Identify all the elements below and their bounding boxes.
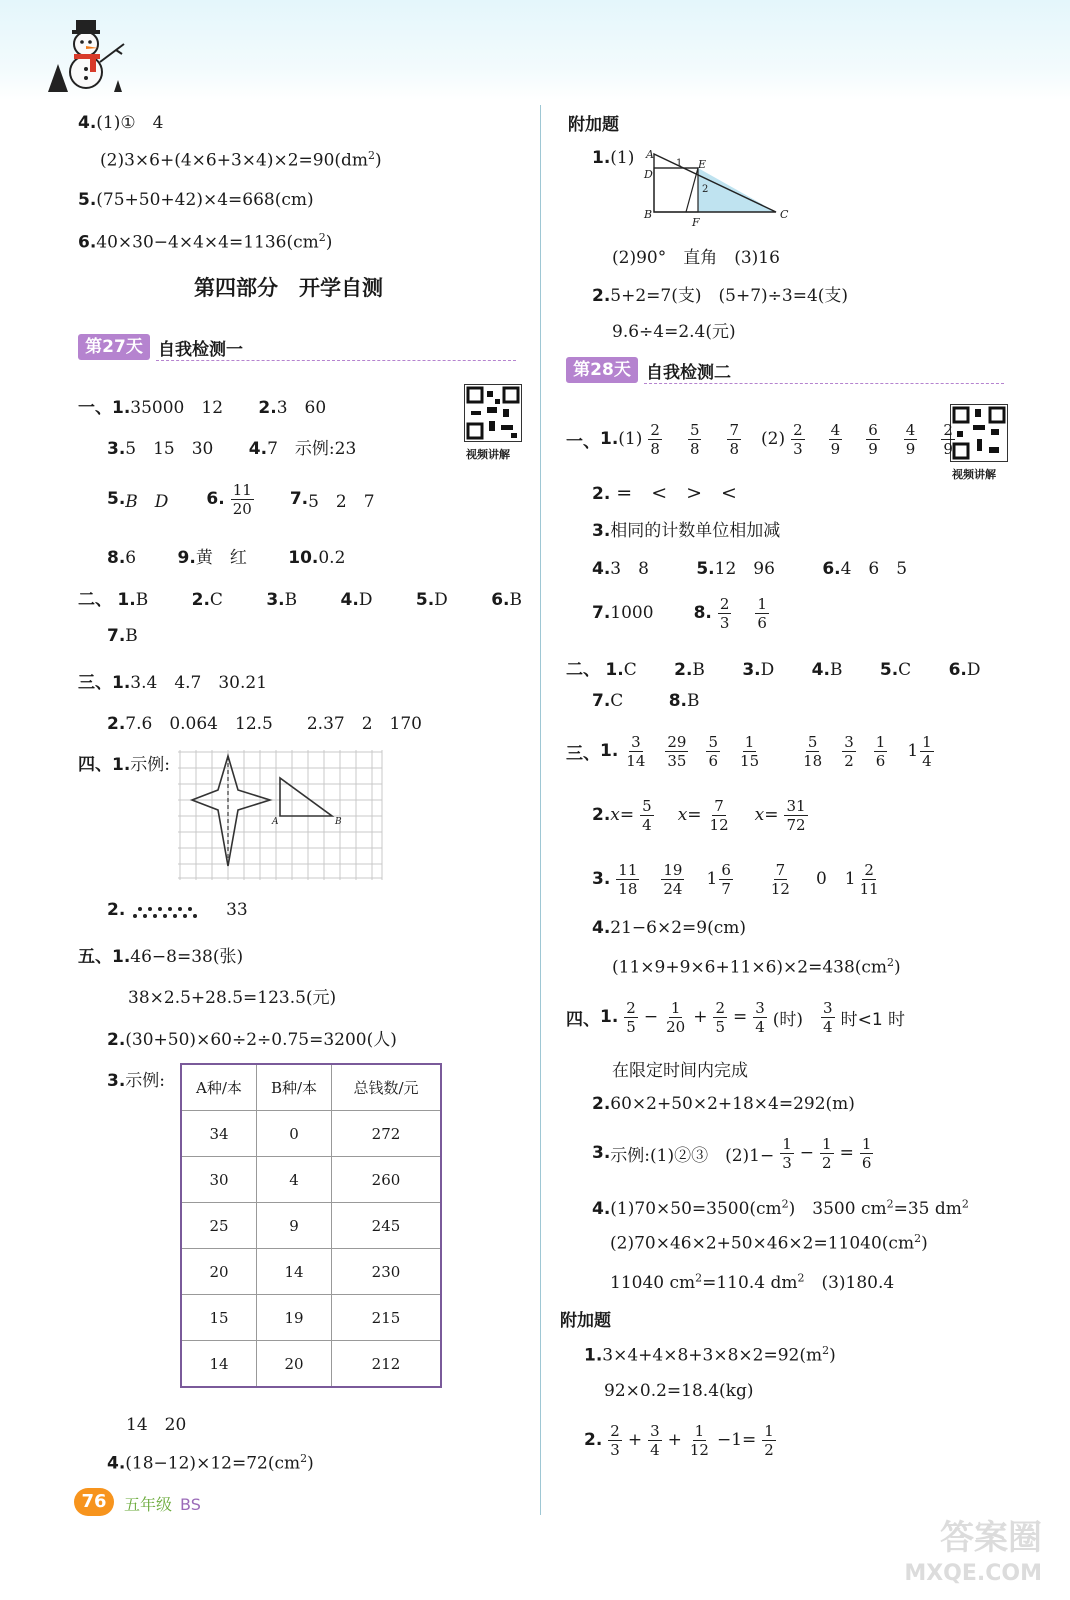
fraction: $\frac{29}{35}$: [667, 732, 687, 770]
fraction: $\frac{2}{3}$: [719, 594, 730, 632]
column-divider: [540, 105, 541, 1515]
s5-row4: $4.(18-12)\times 12=72(cm^2)$: [107, 1452, 314, 1474]
r-s1-row4: 4.3 8 5.12 96 6.4 6 5: [592, 559, 908, 579]
table-row: [181, 1295, 441, 1341]
fraction: $\frac{2}{5}$: [626, 998, 636, 1036]
qr-code-icon[interactable]: [464, 384, 522, 442]
fraction: $\frac{3}{4}$: [755, 998, 765, 1036]
table-row: [181, 1341, 441, 1388]
fraction: $\frac{11}{20}$: [232, 480, 252, 518]
fraction: $\frac{5}{6}$: [708, 732, 719, 770]
fraction: $\frac{7}{8}$: [729, 420, 740, 458]
r-s1-row3: 3.相同的计数单位相加减: [592, 521, 781, 541]
grid-figure: [178, 750, 384, 880]
r-s4-row1b: 在限定时间内完成: [612, 1061, 748, 1081]
r-s1-row5: 7. 1000 8. $\frac{2}{3}$ $\frac{1}{6}$: [592, 594, 767, 632]
fraction: $\frac{2}{3}$: [793, 420, 803, 458]
r-s4-row1: 四、 1. $\frac{2}{5}$ − $\frac{1}{20}$ + $\frac{2}{5}$ = $\frac{3}{4}$ (时) $\frac{3}{4}$ 时<1 时: [566, 998, 906, 1036]
label-a: A: [646, 148, 654, 161]
r-s4-row4b: $(2)70\times 46\times 2+50\times 46\times 2=11040(cm^2)$: [610, 1232, 928, 1254]
fraction: $\frac{1}{4}$: [922, 732, 932, 770]
label-b: B: [335, 817, 342, 827]
fraction: $\frac{2}{8}$: [650, 420, 660, 458]
table-cell: 20: [257, 1341, 332, 1388]
r-s4-row2: 2.60×2+50×2+18×4=292(m): [592, 1094, 855, 1114]
fraction: $\frac{5}{4}$: [642, 796, 652, 834]
fraction: $\frac{4}{9}$: [905, 420, 916, 458]
left-q6: $6.40\times 30-4\times 4\times 4=1136(cm^2)$: [78, 231, 333, 253]
r-s1-row1: 一、 1. (1) $\frac{2}{8}$ $\frac{5}{8}$ $\frac{7}{8}$ (2) $\frac{2}{3}$ $\frac{4}{9}$ $\frac{6}{9}$ $\frac{4}{9}$ $\frac{2}{9}$: [566, 420, 953, 458]
watermark: 答案圈 MXQE.COM: [904, 1518, 1042, 1586]
table-cell: 14: [257, 1249, 332, 1295]
fraction: $\frac{7}{12}$: [770, 860, 790, 898]
e2-line2: 9.6÷4=2.4(元): [612, 322, 736, 342]
fraction: $\frac{3}{4}$: [650, 1421, 660, 1459]
s5-row2: 2.(30+50)×60÷2÷0.75=3200(人): [107, 1030, 397, 1050]
label-b: B: [644, 208, 653, 221]
table-cell: 230: [332, 1249, 442, 1295]
fraction: $\frac{4}{9}$: [830, 420, 841, 458]
x1-line2: 92×0.2=18.4(kg): [604, 1381, 754, 1401]
e1-line1: 1.(1): [592, 148, 635, 168]
r-s3-row3: 3. $\frac{11}{18}$ $\frac{19}{24}$ 1 $\frac{6}{7}$ $\frac{7}{12}$ 0 1 $\frac{2}{11}$: [592, 860, 879, 898]
r-s4-row3: 3. 示例:(1)②③ (2)1− $\frac{1}{3}$ − $\frac{1}{2}$ = $\frac{1}{6}$: [592, 1134, 872, 1172]
s1-row1: 一、1.35000 12 2.3 60: [78, 398, 327, 418]
label-e: E: [698, 158, 707, 171]
triangle-figure: [640, 148, 800, 228]
table-header-row: [181, 1064, 441, 1111]
table-header: 总钱数/元: [332, 1064, 442, 1111]
day27-title: 自我检测一: [158, 340, 243, 360]
s4-row1: 四、1.示例:: [78, 755, 171, 775]
left-q4-line1: 4.(1)① 4: [78, 113, 164, 133]
s1-row4: 8.6 9.黄 红 10.0.2: [107, 548, 346, 568]
fraction: $\frac{31}{72}$: [786, 796, 806, 834]
table-row: [181, 1111, 441, 1157]
x2-line: 2. $\frac{2}{3}$ + $\frac{3}{4}$ + $\frac{1}{12}$ −1= $\frac{1}{2}$: [584, 1421, 774, 1459]
grade-label: 五年级 BS: [124, 1495, 201, 1514]
table-cell: 272: [332, 1111, 442, 1157]
fraction: $\frac{2}{11}$: [859, 860, 879, 898]
r-s3-row4: 4.21−6×2=9(cm): [592, 918, 747, 938]
label-angle-1: 1: [676, 158, 683, 169]
label-c: C: [780, 208, 789, 221]
fraction: $\frac{1}{3}$: [782, 1134, 792, 1172]
fraction: $\frac{1}{2}$: [764, 1421, 774, 1459]
qr-caption: 视频讲解: [952, 468, 996, 481]
s3-row2: 2.7.6 0.064 12.5 2.37 2 170: [107, 714, 422, 734]
r-s2-row2: 7.C 8.B: [592, 691, 700, 711]
fraction: $\frac{1}{2}$: [822, 1134, 832, 1172]
table-header: B种/本: [257, 1064, 332, 1111]
label-d: D: [644, 168, 653, 181]
x1-line1: $1.3\times 4+4\times 8+3\times 8\times 2=92(m^2)$: [584, 1344, 836, 1366]
day27-header: [78, 334, 526, 362]
r-s3-row1: 三、 1. $\frac{3}{14}$ $\frac{29}{35}$ $\frac{5}{6}$ $\frac{1}{15}$ $\frac{5}{18}$ $\frac{3}{2}$ $\frac{1}{6}$ 1 $\frac{1}{4}$: [566, 732, 932, 770]
label-angle-2: 2: [702, 184, 709, 195]
table-cell: 260: [332, 1157, 442, 1203]
s5-row3: 3.示例:: [107, 1071, 166, 1091]
s5-row1b: 38×2.5+28.5=123.5(元): [128, 988, 337, 1008]
fraction: $\frac{6}{7}$: [721, 860, 731, 898]
fraction: $\frac{1}{12}$: [689, 1421, 709, 1459]
fraction: $\frac{1}{15}$: [740, 732, 760, 770]
day28-title: 自我检测二: [646, 363, 731, 383]
table-cell: 4: [257, 1157, 332, 1203]
fraction: $\frac{1}{20}$: [666, 998, 686, 1036]
fraction: $\frac{19}{24}$: [663, 860, 683, 898]
extra-title-1: 附加题: [568, 115, 619, 135]
day28-header: [566, 357, 1012, 385]
fraction: $\frac{5}{8}$: [689, 420, 700, 458]
table-cell: 14: [181, 1341, 257, 1388]
r-s3-row4b: $(11\times 9+9\times 6+11\times 6)\times 2=438(cm^2)$: [612, 956, 901, 978]
r-s1-row2: 2. = < > <: [592, 482, 737, 504]
qr-caption: 视频讲解: [466, 448, 510, 461]
s5-row1: 五、1.46−8=38(张): [78, 947, 244, 967]
s5-after-table: 14 20: [126, 1415, 187, 1435]
fraction: $\frac{3}{4}$: [823, 998, 833, 1036]
fraction: $\frac{3}{2}$: [844, 732, 854, 770]
fraction: $\frac{1}{6}$: [757, 594, 767, 632]
s4-row2: 2. 33: [107, 900, 248, 920]
fraction: $\frac{1}{6}$: [875, 732, 886, 770]
table-cell: 15: [181, 1295, 257, 1341]
table-row: [181, 1157, 441, 1203]
fraction: $\frac{11}{18}$: [618, 860, 638, 898]
table-cell: 0: [257, 1111, 332, 1157]
table-row: [181, 1203, 441, 1249]
table-cell: 215: [332, 1295, 442, 1341]
table-cell: 245: [332, 1203, 442, 1249]
answer-table: [180, 1063, 442, 1388]
dot-triangle-icon: [131, 903, 207, 919]
s1-row2: 3.5 15 30 4.7 示例:23: [107, 439, 357, 459]
fraction: $\frac{2}{3}$: [610, 1421, 620, 1459]
table-header: A种/本: [181, 1064, 257, 1111]
part-title: 第四部分 开学自测: [194, 276, 383, 300]
day28-rule: [644, 383, 1004, 384]
extra-title-2: 附加题: [560, 1311, 611, 1331]
table-cell: 30: [181, 1157, 257, 1203]
r-s2-row1: 二、 1.C 2.B 3.D 4.B 5.C 6.D: [566, 660, 981, 680]
table-cell: 34: [181, 1111, 257, 1157]
fraction: $\frac{7}{12}$: [709, 796, 729, 834]
s2-row2: 7.B: [107, 626, 138, 646]
day28-tag: 第28天: [566, 357, 638, 383]
s1-row3: 5. B D 6. $\frac{11}{20}$ 7. 5 2 7: [107, 480, 375, 518]
label-a: A: [272, 817, 279, 827]
fraction: $\frac{2}{5}$: [715, 998, 725, 1036]
e1-line2: (2)90° 直角 (3)16: [612, 248, 780, 268]
fraction: $\frac{3}{14}$: [626, 732, 646, 770]
table-cell: 20: [181, 1249, 257, 1295]
table-cell: 212: [332, 1341, 442, 1388]
top-banner: [0, 0, 1070, 100]
page-number: 76: [74, 1488, 114, 1516]
day27-tag: 第27天: [78, 334, 150, 360]
table-cell: 9: [257, 1203, 332, 1249]
s2-row1: 二、 1.B 2.C 3.B 4.D 5.D 6.B: [78, 590, 523, 610]
fraction: $\frac{2}{9}$: [943, 420, 953, 458]
e2-line1: 2.5+2=7(支) (5+7)÷3=4(支): [592, 286, 849, 306]
left-q4-line2: $(2)3\times 6+(4\times 6+3\times 4)\times 2=90(dm^2)$: [100, 149, 382, 171]
r-s3-row2: 2. x = $\frac{5}{4}$ x = $\frac{7}{12}$ x = $\frac{31}{72}$: [592, 796, 806, 834]
snowman-icon: [44, 14, 130, 94]
day27-rule: [156, 360, 516, 361]
fraction: $\frac{5}{18}$: [803, 732, 823, 770]
left-q5: 5.(75+50+42)×4=668(cm): [78, 190, 314, 210]
fraction: $\frac{1}{6}$: [861, 1134, 872, 1172]
fraction: $\frac{6}{9}$: [868, 420, 878, 458]
r-s4-row4: $4.(1)70\times 50=3500(cm^2)$ 3500 $cm^2=35$ $dm^2$: [592, 1197, 969, 1219]
r-s4-row4c: 11040 $cm^2=110.4$ $dm^2$ (3)180.4: [610, 1271, 895, 1293]
label-f: F: [692, 216, 700, 228]
table-cell: 19: [257, 1295, 332, 1341]
s3-row1: 三、1.3.4 4.7 30.21: [78, 673, 268, 693]
table-cell: 25: [181, 1203, 257, 1249]
table-row: [181, 1249, 441, 1295]
